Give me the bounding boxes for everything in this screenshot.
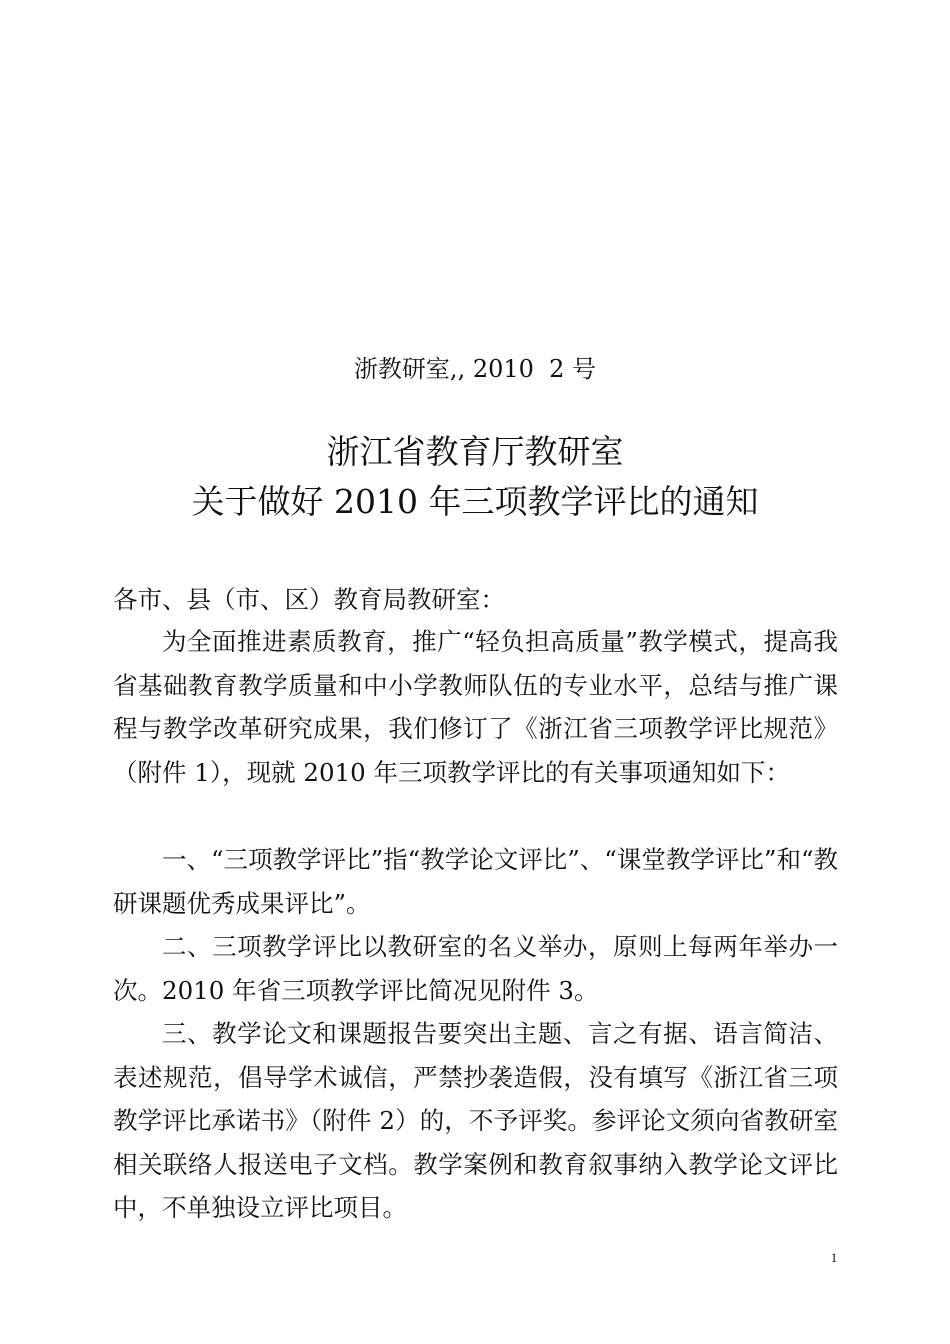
paragraph-item-2: 二、三项教学评比以教研室的名义举办，原则上每两年举办一次。2010 年省三项教学评比简况见附件 3。 [113, 932, 838, 1005]
page-number: 1 [830, 1250, 838, 1265]
title-line-1: 浙江省教育厅教研室 [326, 432, 624, 471]
paragraph-item-3: 三、教学论文和课题报告要突出主题、言之有据、语言简洁、表述规范，倡导学术诚信，严禁抄袭造假，没有填写《浙江省三项教学评比承诺书》（附件 2）的，不予评奖。参评论文须向省教研室相关联络人报送电子文档。教学案例和教育叙事纳入教学论文评比中，不单独设立评比项目。 [113, 1019, 838, 1223]
document-number: 浙教研室,, 2010 2 号 [353, 355, 597, 383]
paragraph-intro: 为全面推进素质教育，推广“轻负担高质量”教学模式，提高我省基础教育教学质量和中小学教师队伍的专业水平，总结与推广课程与教学改革研究成果，我们修订了《浙江省三项教学评比规范》（附件 1），现就 2010 年三项教学评比的有关事项通知如下： [113, 627, 838, 787]
title-line-2: 关于做好 2010 年三项教学评比的通知 [191, 482, 759, 521]
salutation: 各市、县（市、区）教育局教研室： [113, 585, 505, 614]
paragraph-item-1: 一、“三项教学评比”指“教学论文评比”、“课堂教学评比”和“教研课题优秀成果评比”。 [113, 845, 838, 918]
